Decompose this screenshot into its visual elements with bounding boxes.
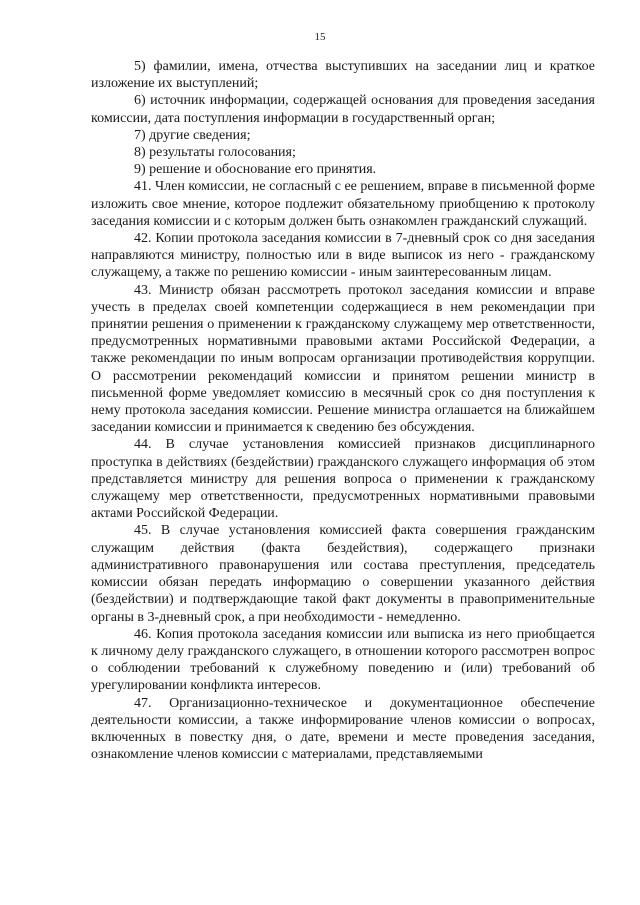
paragraph-item-9: 9) решение и обоснование его принятия. bbox=[134, 162, 377, 178]
paragraph-item-5: 5) фамилии, имена, отчества выступивших на заседании лиц и краткое изложение их выступлений; bbox=[91, 59, 595, 92]
paragraph-clause-42: 42. Копии протокола заседания комиссии в 7-дневный срок со дня заседания направляются министру, полностью или в виде выписок из него - гражданскому служащему, а также по решению комиссии - иным заинтересованным лицам. bbox=[91, 231, 595, 281]
paragraph-clause-43: 43. Министр обязан рассмотреть протокол заседания комиссии и вправе учесть в пределах своей компетенции содержащиеся в нем рекомендации при принятии решения о применении к гражданскому служащему мер ответственности, предусмотренных нормативными правовыми актами Российской Федерации, а также рекомендации по иным вопросам организации противодействия коррупции. О рассмотрении рекомендаций комиссии и принятом решении министр в письменной форме уведомляет комиссию в месячный срок со дня поступления к нему протокола заседания комиссии. Решение министра оглашается на ближайшем заседании комиссии и принимается к сведению без обсуждения. bbox=[91, 282, 595, 436]
paragraph-clause-45: 45. В случае установления комиссией факта совершения гражданским служащим действия (факта бездействия), содержащего признаки административного правонарушения или состава преступления, председатель комиссии обязан передать информацию о совершении указанного действия (бездействии) и подтверждающие такой факт документы в правоприменительные органы в 3-дневный срок, а при необходимости - немедленно. bbox=[91, 523, 595, 625]
page-number: 15 bbox=[314, 31, 326, 43]
document-body bbox=[91, 58, 595, 763]
paragraph-clause-46: 46. Копия протокола заседания комиссии или выписка из него приобщается к личному делу гражданского служащего, в отношении которого рассмотрен вопрос о соблюдении требований к служебному поведению и (или) требований об урегулировании конфликта интересов. bbox=[91, 626, 595, 694]
paragraph-clause-44: 44. В случае установления комиссией признаков дисциплинарного проступка в действиях (бездействии) гражданского служащего информация об этом представляется министру для решения вопроса о применении к гражданскому служащему мер ответственности, предусмотренных нормативными правовыми актами Российской Федерации. bbox=[91, 437, 595, 522]
paragraph-clause-41: 41. Член комиссии, не согласный с ее решением, вправе в письменной форме изложить свое мнение, которое подлежит обязательному приобщению к протоколу заседания комиссии и с которым должен быть ознакомлен гражданский служащий. bbox=[91, 179, 595, 229]
paragraph-item-8: 8) результаты голосования; bbox=[134, 145, 296, 161]
paragraph-clause-47: 47. Организационно-техническое и документационное обеспечение деятельности комиссии, а также информирование членов комиссии о вопросах, включенных в повестку дня, о дате, времени и месте проведения заседания, ознакомление членов комиссии с материалами, представляемыми bbox=[91, 695, 595, 763]
paragraph-item-7: 7) другие сведения; bbox=[134, 127, 251, 143]
paragraph-item-6: 6) источник информации, содержащей основания для проведения заседания комиссии, дата поступления информации в государственный орган; bbox=[91, 93, 595, 126]
